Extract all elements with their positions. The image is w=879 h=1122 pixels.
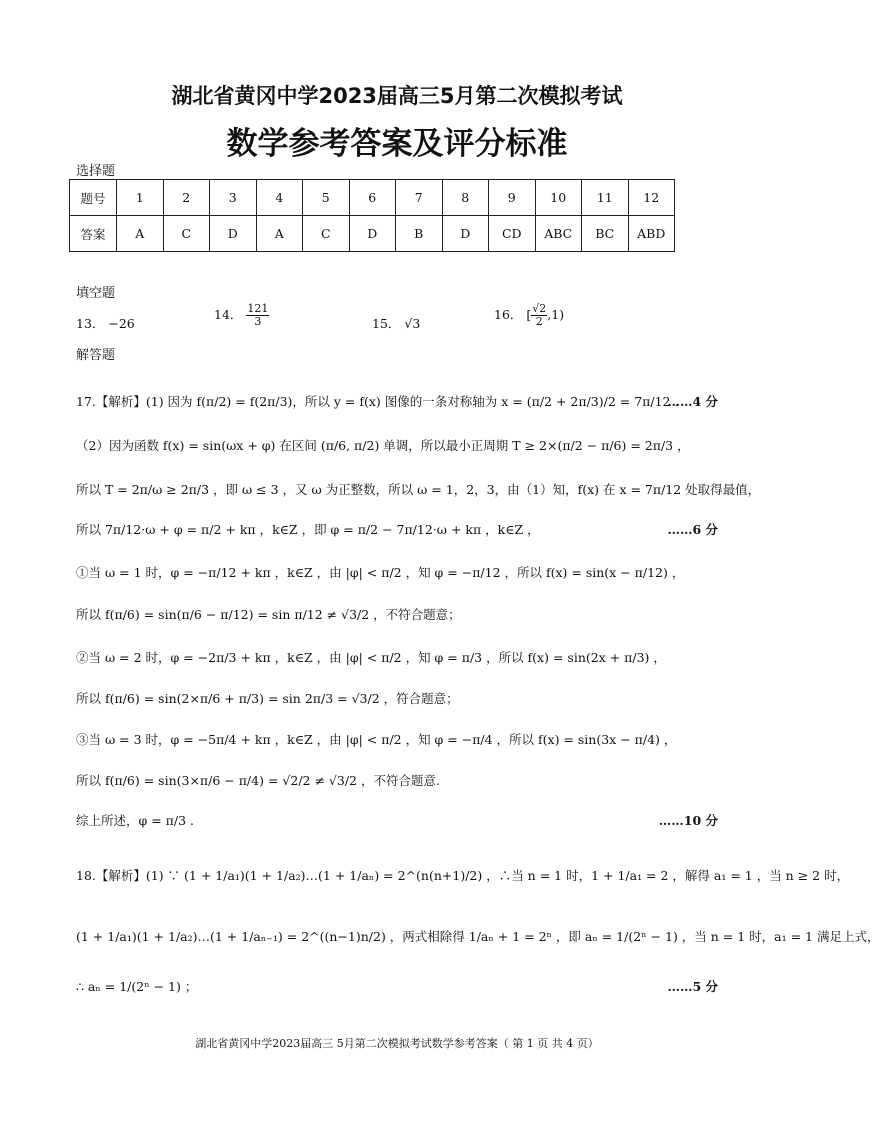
answer-cell: B <box>396 216 443 252</box>
score-mark: ……5 分 <box>667 979 718 994</box>
question-number: 10 <box>535 180 582 216</box>
answer-cell: ABC <box>535 216 582 252</box>
row-label-question: 题号 <box>70 180 117 216</box>
solution-17-line-5: ①当 ω = 1 时，φ = −π/12 + kπ ，k∈Z ，由 |φ| < π/2 ，知 φ = −π/12 ，所以 f(x) = sin(x − π/12) ， <box>76 565 685 580</box>
answer-cell: ABD <box>628 216 675 252</box>
choice-answer-table <box>69 179 675 252</box>
fraction: $\frac{121}{3}$ <box>247 302 269 328</box>
choice-section-label: 选择题 <box>76 164 116 179</box>
answer-key-title: 数学参考答案及评分标准 <box>226 126 568 162</box>
answer-cell: CD <box>489 216 536 252</box>
solution-section-label: 解答题 <box>76 348 116 363</box>
answer-cell: BC <box>582 216 629 252</box>
question-number-row <box>70 180 675 216</box>
question-number: 8 <box>442 180 489 216</box>
solution-17-line-6: 所以 f(π/6) = sin(π/6 − π/12) = sin π/12 ≠ √3/2 ，不符合题意； <box>76 607 461 622</box>
fill-answer-16 <box>494 303 564 328</box>
fill-answer-14 <box>214 303 269 328</box>
question-number: 2 <box>163 180 210 216</box>
answer-cell: A <box>256 216 303 252</box>
solution-18-line-2: (1 + 1/a₁)(1 + 1/a₂)…(1 + 1/aₙ₋₁) = 2^((n−1)n/2) ，两式相除得 1/aₙ + 1 = 2ⁿ ，即 aₙ = 1/(2ⁿ − 1) ，当 n = 1 时，a₁ = 1 满足上式， <box>76 929 879 944</box>
question-number: 1 <box>117 180 164 216</box>
score-mark: ……6 分 <box>667 522 718 537</box>
answer-cell: D <box>349 216 396 252</box>
answer-cell: D <box>442 216 489 252</box>
question-number: 5 <box>303 180 350 216</box>
fill-answer-15: 15． √3 <box>372 316 421 331</box>
solution-17-line-7: ②当 ω = 2 时，φ = −2π/3 + kπ ，k∈Z ，由 |φ| < π/2 ，知 φ = π/3 ，所以 f(x) = sin(2x + π/3) ， <box>76 650 666 665</box>
question-number: 11 <box>582 180 629 216</box>
score-mark: ……10 分 <box>658 813 718 828</box>
row-label-answer: 答案 <box>70 216 117 252</box>
solution-18-line-1: 18.【解析】(1) ∵ (1 + 1/a₁)(1 + 1/a₂)…(1 + 1/aₙ) = 2^(n(n+1)/2) ，∴当 n = 1 时，1 + 1/a₁ = 2 ，解得 a₁ = 1 ，当 n ≥ 2 时， <box>76 868 850 883</box>
fill-16-label: 16． [ <box>494 307 532 322</box>
question-number: 7 <box>396 180 443 216</box>
fraction: $\frac{√2}{2}$ <box>532 302 547 328</box>
solution-17-line-2: （2）因为函数 f(x) = sin(ωx + φ) 在区间 (π/6, π/2) 单调，所以最小正周期 T ≥ 2×(π/2 − π/6) = 2π/3 ， <box>76 438 690 453</box>
solution-17-line-10: 所以 f(π/6) = sin(3×π/6 − π/4) = √2/2 ≠ √3/2 ，不符合题意. <box>76 773 440 788</box>
solution-18-line-3: ∴ aₙ = 1/(2ⁿ − 1) ； <box>76 979 198 994</box>
answer-cell: C <box>303 216 350 252</box>
question-number: 4 <box>256 180 303 216</box>
answer-cell: A <box>117 216 164 252</box>
solution-17-line-3: 所以 T = 2π/ω ≥ 2π/3 ，即 ω ≤ 3 ，又 ω 为正整数，所以 ω = 1，2，3，由（1）知，f(x) 在 x = 7π/12 处取得最值， <box>76 482 761 497</box>
solution-17-line-11: 综上所述，φ = π/3 . <box>76 813 194 828</box>
question-number: 12 <box>628 180 675 216</box>
exam-title: 湖北省黄冈中学2023届高三5月第二次模拟考试 <box>171 84 623 108</box>
fill-answer-13: 13． −26 <box>76 316 135 331</box>
answer-cell: D <box>210 216 257 252</box>
score-mark: ……4 分 <box>667 394 718 409</box>
solution-17-line-9: ③当 ω = 3 时，φ = −5π/4 + kπ ，k∈Z ，由 |φ| < π/2 ，知 φ = −π/4 ，所以 f(x) = sin(3x − π/4) ， <box>76 732 677 747</box>
question-number: 9 <box>489 180 536 216</box>
answer-row <box>70 216 675 252</box>
fill-section-label: 填空题 <box>76 286 116 301</box>
solution-17-line-1: 17.【解析】(1) 因为 f(π/2) = f(2π/3)，所以 y = f(x) 图像的一条对称轴为 x = (π/2 + 2π/3)/2 = 7π/12 . <box>76 394 679 409</box>
question-number: 3 <box>210 180 257 216</box>
question-number: 6 <box>349 180 396 216</box>
solution-17-line-4: 所以 7π/12·ω + φ = π/2 + kπ ，k∈Z ，即 φ = π/2 − 7π/12·ω + kπ ，k∈Z ， <box>76 522 540 537</box>
page-footer: 湖北省黄冈中学2023届高三 5月第二次模拟考试数学参考答案（ 第 1 页 共 4 页） <box>195 1037 599 1050</box>
solution-17-line-8: 所以 f(π/6) = sin(2×π/6 + π/3) = sin 2π/3 = √3/2 ，符合题意； <box>76 691 459 706</box>
answer-cell: C <box>163 216 210 252</box>
fill-14-label: 14． <box>214 307 243 322</box>
fill-16-tail: ,1) <box>547 307 565 322</box>
